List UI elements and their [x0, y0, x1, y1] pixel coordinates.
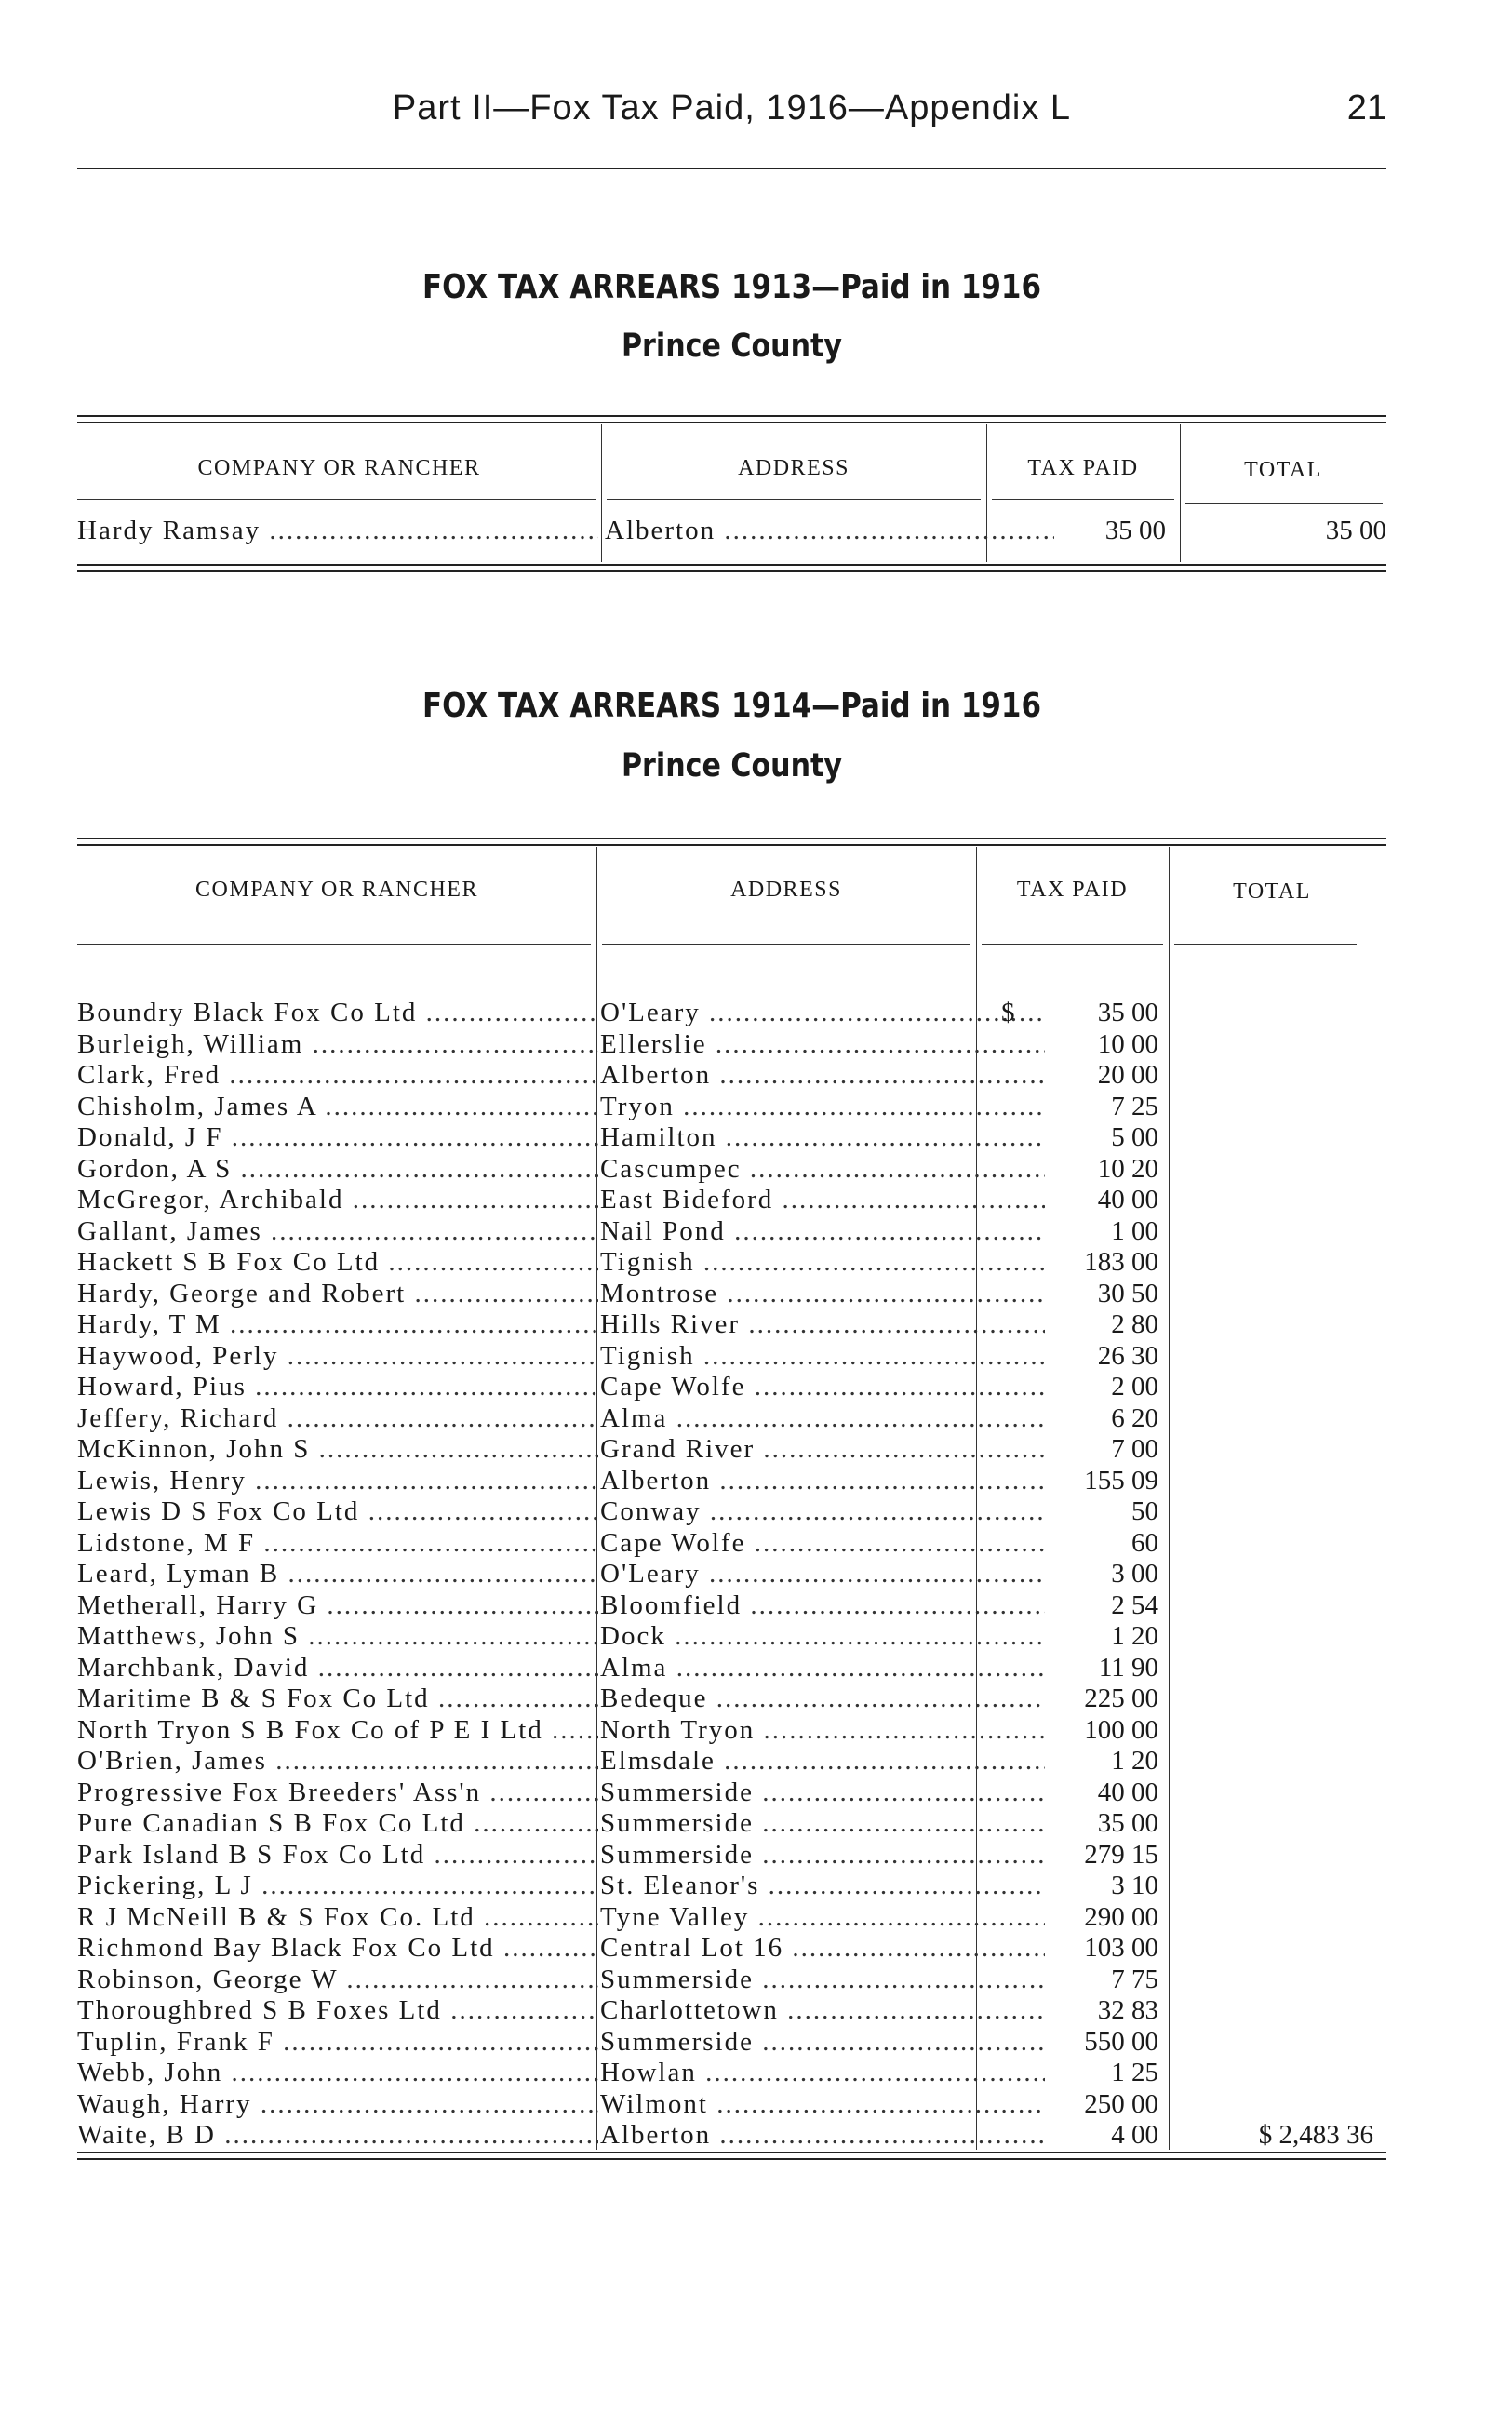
- row-tax: 7 75: [1111, 1964, 1158, 1994]
- table2-head-rule-4: [1174, 944, 1357, 945]
- row-total: [1180, 1060, 1373, 1092]
- row-address: O'Leary .....: [600, 1559, 1045, 1590]
- table1-top-rule: [77, 415, 1386, 423]
- table-row: [77, 1528, 1386, 1560]
- row-name: Marchbank, David .....: [77, 1653, 598, 1684]
- row-tax: 183 00: [1084, 1247, 1158, 1277]
- row-address: Hills River .....: [600, 1309, 1045, 1341]
- table2-head-rule-1: [77, 944, 591, 945]
- row-total: [1180, 1029, 1373, 1061]
- row-total: [1180, 1808, 1373, 1840]
- row-name: Hackett S B Fox Co Ltd .....: [77, 1247, 598, 1279]
- table-row: [77, 1496, 1386, 1528]
- row-name: O'Brien, James .....: [77, 1746, 598, 1777]
- row-tax: 40 00: [1097, 1185, 1158, 1214]
- row-name: Waugh, Harry .....: [77, 2089, 598, 2121]
- table-row: [77, 2027, 1386, 2059]
- table-row: [77, 1341, 1386, 1373]
- row-total: [1180, 1840, 1373, 1871]
- row-address: Cape Wolfe .....: [600, 1372, 1045, 1403]
- table-row: [77, 1684, 1386, 1715]
- row-total: [1180, 1185, 1373, 1216]
- row-total: [1180, 1559, 1373, 1590]
- row-total: [1180, 1746, 1373, 1777]
- row-address: Grand River .....: [600, 1434, 1045, 1466]
- table-row: [77, 2058, 1386, 2089]
- row-address: Summerside .....: [600, 2027, 1045, 2059]
- table-row: [77, 2120, 1386, 2152]
- section2-subtitle: Prince County: [621, 747, 843, 785]
- row-tax: 35 00: [1097, 1808, 1158, 1838]
- page-header: [77, 88, 1386, 144]
- table-row: [77, 1029, 1386, 1061]
- table1-col-tax: TAX PAID: [1027, 456, 1139, 480]
- table-row: [77, 1092, 1386, 1123]
- row-address: Alma .....: [600, 1403, 1045, 1435]
- row-name: Lewis D S Fox Co Ltd .....: [77, 1496, 598, 1528]
- row-address: Howlan .....: [600, 2058, 1045, 2089]
- row-total: [1180, 1434, 1373, 1466]
- row-total: [1180, 1247, 1373, 1279]
- table-row: [77, 1621, 1386, 1653]
- row-address: Alberton .....: [600, 1466, 1045, 1497]
- row-tax: 30 50: [1097, 1278, 1158, 1308]
- table-row: [77, 516, 1386, 547]
- row-name: Progressive Fox Breeders' Ass'n .....: [77, 1777, 598, 1809]
- row-name: Pure Canadian S B Fox Co Ltd .....: [77, 1808, 598, 1840]
- row-tax: 5 00: [1111, 1122, 1158, 1152]
- row-tax: 3 00: [1111, 1559, 1158, 1589]
- table-row: [77, 1247, 1386, 1279]
- table1-head-rule-1: [77, 499, 596, 500]
- row-address: Summerside .....: [600, 1808, 1045, 1840]
- row-name: Maritime B & S Fox Co Ltd .....: [77, 1684, 598, 1715]
- table1-head-rule-2: [607, 499, 981, 500]
- table1-head-rule-4: [1185, 503, 1383, 504]
- table1-head-rule-3: [992, 499, 1174, 500]
- table-row: [77, 1372, 1386, 1403]
- table-row: [77, 1933, 1386, 1965]
- row-address: Alma .....: [600, 1653, 1045, 1684]
- page-number: 21: [1346, 88, 1386, 127]
- table-row: [77, 1715, 1386, 1747]
- row-tax: 1 20: [1111, 1621, 1158, 1651]
- row-address: Nail Pond .....: [600, 1216, 1045, 1248]
- row-tax: 7 25: [1111, 1091, 1158, 1121]
- row-name: Howard, Pius .....: [77, 1372, 598, 1403]
- row-address: Alberton .....: [600, 1060, 1045, 1092]
- row-tax: 6 20: [1111, 1402, 1158, 1433]
- row-name: Robinson, George W .....: [77, 1965, 598, 1996]
- row-name: Metherall, Harry G .....: [77, 1590, 598, 1622]
- table2-head-rule-3: [982, 944, 1163, 945]
- row-address: Conway .....: [600, 1496, 1045, 1528]
- row-name: McGregor, Archibald .....: [77, 1185, 598, 1216]
- table1-bottom-rule: [77, 564, 1386, 572]
- table-row: [77, 1902, 1386, 1934]
- table-row: [77, 998, 1386, 1029]
- row-total: [1180, 1341, 1373, 1373]
- section1-title: FOX TAX ARREARS 1913—Paid in 1916: [421, 268, 1042, 306]
- table1-col-total: TOTAL: [1244, 458, 1322, 482]
- table1-col-address: ADDRESS: [738, 456, 850, 480]
- row-total: [1180, 2027, 1373, 2059]
- table-row: [77, 1965, 1386, 1996]
- table2-col-total: TOTAL: [1233, 879, 1311, 904]
- section1-subtitle: Prince County: [621, 328, 843, 365]
- row-tax: 32 83: [1097, 1995, 1158, 2025]
- row-address: North Tryon .....: [600, 1715, 1045, 1747]
- table2-top-rule: [77, 838, 1386, 846]
- row-name: Richmond Bay Black Fox Co Ltd .....: [77, 1933, 598, 1965]
- table-row: [77, 1122, 1386, 1154]
- table-row: [77, 1777, 1386, 1809]
- row-name: Hardy Ramsay .....: [77, 516, 598, 547]
- table-row: [77, 1279, 1386, 1310]
- row-name: Gordon, A S .....: [77, 1154, 598, 1186]
- row-name: Waite, B D .....: [77, 2120, 598, 2152]
- row-address: Dock .....: [600, 1621, 1045, 1653]
- row-address: Montrose .....: [600, 1279, 1045, 1310]
- table-row: [77, 1995, 1386, 2027]
- row-address: East Bideford .....: [600, 1185, 1045, 1216]
- row-total: [1180, 1279, 1373, 1310]
- row-name: Matthews, John S .....: [77, 1621, 598, 1653]
- row-total: [1180, 1933, 1373, 1965]
- row-tax: 35 00: [1104, 516, 1166, 545]
- row-tax: 35 00: [1097, 998, 1158, 1027]
- table2-bottom-rule: [77, 2152, 1386, 2160]
- row-name: McKinnon, John S .....: [77, 1434, 598, 1466]
- table-row: [77, 1808, 1386, 1840]
- row-name: Gallant, James .....: [77, 1216, 598, 1248]
- section2-title: FOX TAX ARREARS 1914—Paid in 1916: [421, 687, 1042, 725]
- row-address: O'Leary .....: [600, 998, 1045, 1029]
- row-address: Summerside .....: [600, 1965, 1045, 1996]
- row-tax: 1 20: [1111, 1746, 1158, 1776]
- row-name: Hardy, T M .....: [77, 1309, 598, 1341]
- row-total: 35 00: [1325, 516, 1386, 545]
- table-row: [77, 1060, 1386, 1092]
- row-total: [1180, 1216, 1373, 1248]
- row-name: R J McNeill B & S Fox Co. Ltd .....: [77, 1902, 598, 1934]
- row-address: Tignish .....: [600, 1247, 1045, 1279]
- row-tax: 20 00: [1097, 1060, 1158, 1090]
- table-row: [77, 1434, 1386, 1466]
- row-name: Lidstone, M F .....: [77, 1528, 598, 1560]
- table-row: [77, 1746, 1386, 1777]
- row-name: North Tryon S B Fox Co of P E I Ltd .....: [77, 1715, 598, 1747]
- row-address: Summerside .....: [600, 1777, 1045, 1809]
- row-name: Thoroughbred S B Foxes Ltd .....: [77, 1995, 598, 2027]
- row-address: Alberton .....: [605, 516, 1054, 547]
- row-name: Park Island B S Fox Co Ltd .....: [77, 1840, 598, 1871]
- table-row: [77, 1216, 1386, 1248]
- table-row: [77, 1185, 1386, 1216]
- row-name: Burleigh, William .....: [77, 1029, 598, 1061]
- row-total: [1180, 1403, 1373, 1435]
- row-name: Clark, Fred .....: [77, 1060, 598, 1092]
- row-tax: 4 00: [1111, 2120, 1158, 2150]
- row-name: Lewis, Henry .....: [77, 1466, 598, 1497]
- row-name: Pickering, L J .....: [77, 1871, 598, 1902]
- row-total: [1180, 1590, 1373, 1622]
- row-tax: 10 20: [1097, 1153, 1158, 1184]
- row-name: Chisholm, James A .....: [77, 1092, 598, 1123]
- table-row: [77, 1309, 1386, 1341]
- table2-head-rule-2: [602, 944, 970, 945]
- row-total: [1180, 2058, 1373, 2089]
- row-tax: 103 00: [1084, 1933, 1158, 1963]
- row-address: Tryon .....: [600, 1092, 1045, 1123]
- row-address: Tignish .....: [600, 1341, 1045, 1373]
- row-name: Hardy, George and Robert .....: [77, 1279, 598, 1310]
- table2-col-address: ADDRESS: [730, 878, 842, 902]
- row-name: Leard, Lyman B .....: [77, 1559, 598, 1590]
- row-address: Central Lot 16 .....: [600, 1933, 1045, 1965]
- table1-col-name: COMPANY OR RANCHER: [197, 456, 481, 480]
- row-tax: 2 00: [1111, 1372, 1158, 1402]
- row-address: Cape Wolfe .....: [600, 1528, 1045, 1560]
- table-row: [77, 1403, 1386, 1435]
- row-address: Bloomfield .....: [600, 1590, 1045, 1622]
- row-name: Donald, J F .....: [77, 1122, 598, 1154]
- row-address: Hamilton .....: [600, 1122, 1045, 1154]
- row-name: Boundry Black Fox Co Ltd .....: [77, 998, 598, 1029]
- table-row: [77, 1559, 1386, 1590]
- row-total: [1180, 1466, 1373, 1497]
- row-name: Tuplin, Frank F .....: [77, 2027, 598, 2059]
- table-row: [77, 1653, 1386, 1684]
- row-tax: 26 30: [1097, 1340, 1158, 1371]
- row-tax: 100 00: [1084, 1714, 1158, 1745]
- row-address: Elmsdale .....: [600, 1746, 1045, 1777]
- row-tax: 60: [1131, 1527, 1158, 1558]
- row-total: [1180, 1653, 1373, 1684]
- row-tax: 250 00: [1084, 2088, 1158, 2119]
- row-tax: 279 15: [1084, 1839, 1158, 1870]
- row-tax: 10 00: [1097, 1028, 1158, 1059]
- row-total: [1180, 1965, 1373, 1996]
- row-total: [1180, 1684, 1373, 1715]
- row-tax: 225 00: [1084, 1684, 1158, 1713]
- table-row: [77, 1466, 1386, 1497]
- row-total: [1180, 1496, 1373, 1528]
- row-tax: 290 00: [1084, 1901, 1158, 1932]
- row-address: Tyne Valley .....: [600, 1902, 1045, 1934]
- row-total: [1180, 2089, 1373, 2121]
- row-name: Webb, John .....: [77, 2058, 598, 2089]
- row-total: [1180, 1372, 1373, 1403]
- table2-col-name: COMPANY OR RANCHER: [195, 878, 478, 902]
- row-address: St. Eleanor's .....: [600, 1871, 1045, 1902]
- row-address: Alberton .....: [600, 2120, 1045, 2152]
- row-total: [1180, 1122, 1373, 1154]
- row-total: $ 2,483 36: [1258, 2120, 1373, 2150]
- row-tax: 550 00: [1084, 2026, 1158, 2057]
- row-address: Bedeque .....: [600, 1684, 1045, 1715]
- row-tax: 2 80: [1111, 1309, 1158, 1339]
- row-address: Charlottetown .....: [600, 1995, 1045, 2027]
- row-total: [1180, 1621, 1373, 1653]
- row-tax: 7 00: [1111, 1434, 1158, 1464]
- table2-col-tax: TAX PAID: [1016, 878, 1129, 902]
- row-total: [1180, 998, 1373, 1029]
- header-rule: [77, 168, 1386, 169]
- row-tax: 2 54: [1111, 1590, 1158, 1620]
- row-tax: 3 10: [1111, 1871, 1158, 1900]
- row-tax: 155 09: [1084, 1465, 1158, 1496]
- row-total: [1180, 1715, 1373, 1747]
- row-total: [1180, 1154, 1373, 1186]
- row-address: Summerside .....: [600, 1840, 1045, 1871]
- table-row: [77, 1871, 1386, 1902]
- table-row: [77, 1590, 1386, 1622]
- row-total: [1180, 1309, 1373, 1341]
- table-row: [77, 1154, 1386, 1186]
- row-name: Haywood, Perly .....: [77, 1341, 598, 1373]
- row-total: [1180, 1871, 1373, 1902]
- row-tax: 1 00: [1111, 1215, 1158, 1246]
- row-name: Jeffery, Richard .....: [77, 1403, 598, 1435]
- row-tax: 40 00: [1097, 1777, 1158, 1807]
- row-tax: 50: [1131, 1496, 1158, 1526]
- running-title: Part II—Fox Tax Paid, 1916—Appendix L: [392, 88, 1072, 127]
- row-address: Ellerslie .....: [600, 1029, 1045, 1061]
- row-tax: 11 90: [1098, 1652, 1158, 1683]
- row-total: [1180, 1902, 1373, 1934]
- table-row: [77, 2089, 1386, 2121]
- row-total: [1180, 1092, 1373, 1123]
- row-address: Wilmont .....: [600, 2089, 1045, 2121]
- table-row: [77, 1840, 1386, 1871]
- row-total: [1180, 1777, 1373, 1809]
- row-tax: 1 25: [1111, 2058, 1158, 2087]
- row-total: [1180, 1995, 1373, 2027]
- row-total: [1180, 1528, 1373, 1560]
- row-address: Cascumpec .....: [600, 1154, 1045, 1186]
- row-dollar-sign: $: [1001, 998, 1015, 1027]
